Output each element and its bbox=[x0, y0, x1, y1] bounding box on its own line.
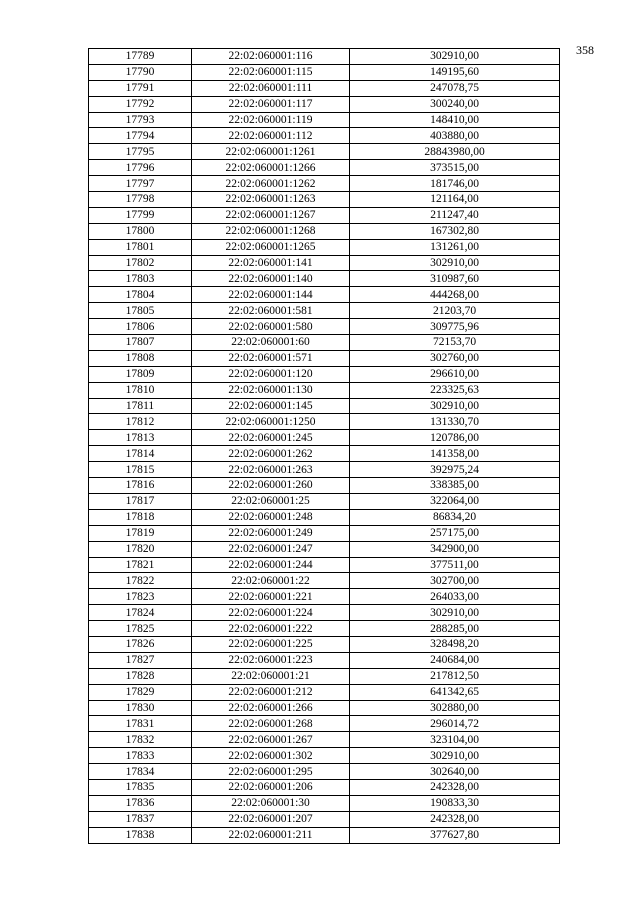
value-cell: 338385,00 bbox=[350, 478, 560, 494]
cadastral-number-cell: 22:02:060001:221 bbox=[192, 589, 350, 605]
table-row bbox=[89, 462, 560, 478]
cadastral-number-cell: 22:02:060001:1263 bbox=[192, 192, 350, 208]
table-row bbox=[89, 732, 560, 748]
row-number-cell: 17793 bbox=[89, 112, 192, 128]
row-number-cell: 17821 bbox=[89, 557, 192, 573]
row-number-cell: 17830 bbox=[89, 700, 192, 716]
table-row bbox=[89, 112, 560, 128]
row-number-cell: 17798 bbox=[89, 192, 192, 208]
cadastral-number-cell: 22:02:060001:225 bbox=[192, 636, 350, 652]
cadastral-number-cell: 22:02:060001:245 bbox=[192, 430, 350, 446]
value-cell: 377627,80 bbox=[350, 827, 560, 843]
cadastral-number-cell: 22:02:060001:581 bbox=[192, 303, 350, 319]
cadastral-value-table bbox=[88, 48, 560, 844]
value-cell: 302910,00 bbox=[350, 398, 560, 414]
value-cell: 302760,00 bbox=[350, 350, 560, 366]
value-cell: 310987,60 bbox=[350, 271, 560, 287]
row-number-cell: 17833 bbox=[89, 748, 192, 764]
value-cell: 302640,00 bbox=[350, 764, 560, 780]
table-row bbox=[89, 160, 560, 176]
table-row bbox=[89, 827, 560, 843]
cadastral-number-cell: 22:02:060001:1265 bbox=[192, 239, 350, 255]
row-number-cell: 17819 bbox=[89, 525, 192, 541]
value-cell: 121164,00 bbox=[350, 192, 560, 208]
value-cell: 247078,75 bbox=[350, 80, 560, 96]
cadastral-number-cell: 22:02:060001:111 bbox=[192, 80, 350, 96]
value-cell: 131261,00 bbox=[350, 239, 560, 255]
cadastral-number-cell: 22:02:060001:247 bbox=[192, 541, 350, 557]
table-row bbox=[89, 319, 560, 335]
value-cell: 377511,00 bbox=[350, 557, 560, 573]
row-number-cell: 17796 bbox=[89, 160, 192, 176]
table-row bbox=[89, 748, 560, 764]
table-row bbox=[89, 605, 560, 621]
cadastral-number-cell: 22:02:060001:580 bbox=[192, 319, 350, 335]
value-cell: 211247,40 bbox=[350, 207, 560, 223]
cadastral-number-cell: 22:02:060001:211 bbox=[192, 827, 350, 843]
table-row bbox=[89, 621, 560, 637]
value-cell: 641342,65 bbox=[350, 684, 560, 700]
table-row bbox=[89, 414, 560, 430]
row-number-cell: 17803 bbox=[89, 271, 192, 287]
row-number-cell: 17831 bbox=[89, 716, 192, 732]
table-row bbox=[89, 207, 560, 223]
row-number-cell: 17837 bbox=[89, 811, 192, 827]
row-number-cell: 17838 bbox=[89, 827, 192, 843]
row-number-cell: 17818 bbox=[89, 509, 192, 525]
row-number-cell: 17815 bbox=[89, 462, 192, 478]
row-number-cell: 17835 bbox=[89, 779, 192, 795]
row-number-cell: 17812 bbox=[89, 414, 192, 430]
cadastral-number-cell: 22:02:060001:119 bbox=[192, 112, 350, 128]
cadastral-number-cell: 22:02:060001:268 bbox=[192, 716, 350, 732]
page-number: 358 bbox=[576, 43, 594, 57]
table-row bbox=[89, 668, 560, 684]
row-number-cell: 17824 bbox=[89, 605, 192, 621]
row-number-cell: 17811 bbox=[89, 398, 192, 414]
row-number-cell: 17790 bbox=[89, 64, 192, 80]
cadastral-number-cell: 22:02:060001:144 bbox=[192, 287, 350, 303]
cadastral-number-cell: 22:02:060001:1250 bbox=[192, 414, 350, 430]
table-row bbox=[89, 176, 560, 192]
cadastral-number-cell: 22:02:060001:25 bbox=[192, 493, 350, 509]
value-cell: 302910,00 bbox=[350, 49, 560, 65]
value-cell: 322064,00 bbox=[350, 493, 560, 509]
value-cell: 296014,72 bbox=[350, 716, 560, 732]
value-cell: 328498,20 bbox=[350, 636, 560, 652]
table-body bbox=[89, 49, 560, 844]
row-number-cell: 17802 bbox=[89, 255, 192, 271]
cadastral-number-cell: 22:02:060001:1262 bbox=[192, 176, 350, 192]
table-row bbox=[89, 128, 560, 144]
table-row bbox=[89, 144, 560, 160]
cadastral-number-cell: 22:02:060001:206 bbox=[192, 779, 350, 795]
cadastral-number-cell: 22:02:060001:112 bbox=[192, 128, 350, 144]
value-cell: 444268,00 bbox=[350, 287, 560, 303]
row-number-cell: 17822 bbox=[89, 573, 192, 589]
table-row bbox=[89, 64, 560, 80]
cadastral-number-cell: 22:02:060001:1268 bbox=[192, 223, 350, 239]
row-number-cell: 17808 bbox=[89, 350, 192, 366]
row-number-cell: 17806 bbox=[89, 319, 192, 335]
value-cell: 28843980,00 bbox=[350, 144, 560, 160]
cadastral-number-cell: 22:02:060001:60 bbox=[192, 335, 350, 351]
cadastral-number-cell: 22:02:060001:223 bbox=[192, 652, 350, 668]
cadastral-number-cell: 22:02:060001:141 bbox=[192, 255, 350, 271]
table-row bbox=[89, 239, 560, 255]
table-row bbox=[89, 716, 560, 732]
cadastral-number-cell: 22:02:060001:140 bbox=[192, 271, 350, 287]
cadastral-number-cell: 22:02:060001:222 bbox=[192, 621, 350, 637]
cadastral-number-cell: 22:02:060001:130 bbox=[192, 382, 350, 398]
value-cell: 240684,00 bbox=[350, 652, 560, 668]
value-cell: 302880,00 bbox=[350, 700, 560, 716]
table-row bbox=[89, 636, 560, 652]
row-number-cell: 17799 bbox=[89, 207, 192, 223]
cadastral-number-cell: 22:02:060001:260 bbox=[192, 478, 350, 494]
cadastral-number-cell: 22:02:060001:244 bbox=[192, 557, 350, 573]
value-cell: 242328,00 bbox=[350, 811, 560, 827]
table-row bbox=[89, 223, 560, 239]
table-row bbox=[89, 303, 560, 319]
value-cell: 223325,63 bbox=[350, 382, 560, 398]
row-number-cell: 17828 bbox=[89, 668, 192, 684]
table-row bbox=[89, 382, 560, 398]
cadastral-number-cell: 22:02:060001:302 bbox=[192, 748, 350, 764]
value-cell: 300240,00 bbox=[350, 96, 560, 112]
value-cell: 167302,80 bbox=[350, 223, 560, 239]
cadastral-number-cell: 22:02:060001:116 bbox=[192, 49, 350, 65]
cadastral-number-cell: 22:02:060001:207 bbox=[192, 811, 350, 827]
row-number-cell: 17820 bbox=[89, 541, 192, 557]
cadastral-number-cell: 22:02:060001:115 bbox=[192, 64, 350, 80]
value-cell: 296610,00 bbox=[350, 366, 560, 382]
value-cell: 342900,00 bbox=[350, 541, 560, 557]
value-cell: 257175,00 bbox=[350, 525, 560, 541]
cadastral-number-cell: 22:02:060001:22 bbox=[192, 573, 350, 589]
cadastral-number-cell: 22:02:060001:21 bbox=[192, 668, 350, 684]
table-row bbox=[89, 652, 560, 668]
table-row bbox=[89, 509, 560, 525]
value-cell: 148410,00 bbox=[350, 112, 560, 128]
row-number-cell: 17791 bbox=[89, 80, 192, 96]
table-row bbox=[89, 287, 560, 303]
value-cell: 302910,00 bbox=[350, 605, 560, 621]
value-cell: 217812,50 bbox=[350, 668, 560, 684]
row-number-cell: 17797 bbox=[89, 176, 192, 192]
value-cell: 86834,20 bbox=[350, 509, 560, 525]
table-row bbox=[89, 589, 560, 605]
value-cell: 302700,00 bbox=[350, 573, 560, 589]
table-row bbox=[89, 525, 560, 541]
row-number-cell: 17813 bbox=[89, 430, 192, 446]
cadastral-number-cell: 22:02:060001:30 bbox=[192, 795, 350, 811]
table-row bbox=[89, 779, 560, 795]
value-cell: 392975,24 bbox=[350, 462, 560, 478]
table-row bbox=[89, 811, 560, 827]
table-row bbox=[89, 478, 560, 494]
row-number-cell: 17816 bbox=[89, 478, 192, 494]
value-cell: 72153,70 bbox=[350, 335, 560, 351]
table-row bbox=[89, 573, 560, 589]
row-number-cell: 17825 bbox=[89, 621, 192, 637]
value-cell: 149195,60 bbox=[350, 64, 560, 80]
value-cell: 141358,00 bbox=[350, 446, 560, 462]
value-cell: 190833,30 bbox=[350, 795, 560, 811]
row-number-cell: 17817 bbox=[89, 493, 192, 509]
row-number-cell: 17807 bbox=[89, 335, 192, 351]
row-number-cell: 17792 bbox=[89, 96, 192, 112]
cadastral-number-cell: 22:02:060001:1266 bbox=[192, 160, 350, 176]
cadastral-number-cell: 22:02:060001:295 bbox=[192, 764, 350, 780]
value-cell: 264033,00 bbox=[350, 589, 560, 605]
row-number-cell: 17814 bbox=[89, 446, 192, 462]
cadastral-number-cell: 22:02:060001:266 bbox=[192, 700, 350, 716]
value-cell: 181746,00 bbox=[350, 176, 560, 192]
value-cell: 288285,00 bbox=[350, 621, 560, 637]
table-row bbox=[89, 557, 560, 573]
row-number-cell: 17794 bbox=[89, 128, 192, 144]
table-row bbox=[89, 430, 560, 446]
row-number-cell: 17801 bbox=[89, 239, 192, 255]
row-number-cell: 17789 bbox=[89, 49, 192, 65]
cadastral-number-cell: 22:02:060001:571 bbox=[192, 350, 350, 366]
value-cell: 242328,00 bbox=[350, 779, 560, 795]
cadastral-number-cell: 22:02:060001:267 bbox=[192, 732, 350, 748]
cadastral-number-cell: 22:02:060001:1267 bbox=[192, 207, 350, 223]
row-number-cell: 17795 bbox=[89, 144, 192, 160]
row-number-cell: 17809 bbox=[89, 366, 192, 382]
row-number-cell: 17805 bbox=[89, 303, 192, 319]
value-cell: 309775,96 bbox=[350, 319, 560, 335]
table-row bbox=[89, 335, 560, 351]
table-row bbox=[89, 684, 560, 700]
table-row bbox=[89, 541, 560, 557]
row-number-cell: 17823 bbox=[89, 589, 192, 605]
row-number-cell: 17832 bbox=[89, 732, 192, 748]
row-number-cell: 17810 bbox=[89, 382, 192, 398]
row-number-cell: 17804 bbox=[89, 287, 192, 303]
row-number-cell: 17826 bbox=[89, 636, 192, 652]
cadastral-number-cell: 22:02:060001:145 bbox=[192, 398, 350, 414]
row-number-cell: 17827 bbox=[89, 652, 192, 668]
cadastral-number-cell: 22:02:060001:249 bbox=[192, 525, 350, 541]
row-number-cell: 17836 bbox=[89, 795, 192, 811]
table-row bbox=[89, 795, 560, 811]
table-row bbox=[89, 255, 560, 271]
value-cell: 302910,00 bbox=[350, 255, 560, 271]
table-row bbox=[89, 493, 560, 509]
table-row bbox=[89, 96, 560, 112]
value-cell: 131330,70 bbox=[350, 414, 560, 430]
value-cell: 373515,00 bbox=[350, 160, 560, 176]
cadastral-number-cell: 22:02:060001:120 bbox=[192, 366, 350, 382]
value-cell: 403880,00 bbox=[350, 128, 560, 144]
value-cell: 120786,00 bbox=[350, 430, 560, 446]
table-row bbox=[89, 764, 560, 780]
cadastral-number-cell: 22:02:060001:212 bbox=[192, 684, 350, 700]
cadastral-number-cell: 22:02:060001:248 bbox=[192, 509, 350, 525]
table-row bbox=[89, 700, 560, 716]
table-row bbox=[89, 192, 560, 208]
row-number-cell: 17829 bbox=[89, 684, 192, 700]
table-row bbox=[89, 49, 560, 65]
cadastral-number-cell: 22:02:060001:117 bbox=[192, 96, 350, 112]
table-row bbox=[89, 271, 560, 287]
row-number-cell: 17834 bbox=[89, 764, 192, 780]
table-row bbox=[89, 80, 560, 96]
table-row bbox=[89, 398, 560, 414]
value-cell: 21203,70 bbox=[350, 303, 560, 319]
table-row bbox=[89, 350, 560, 366]
cadastral-number-cell: 22:02:060001:224 bbox=[192, 605, 350, 621]
table-row bbox=[89, 366, 560, 382]
table-row bbox=[89, 446, 560, 462]
cadastral-number-cell: 22:02:060001:1261 bbox=[192, 144, 350, 160]
value-cell: 323104,00 bbox=[350, 732, 560, 748]
cadastral-number-cell: 22:02:060001:262 bbox=[192, 446, 350, 462]
row-number-cell: 17800 bbox=[89, 223, 192, 239]
value-cell: 302910,00 bbox=[350, 748, 560, 764]
cadastral-number-cell: 22:02:060001:263 bbox=[192, 462, 350, 478]
